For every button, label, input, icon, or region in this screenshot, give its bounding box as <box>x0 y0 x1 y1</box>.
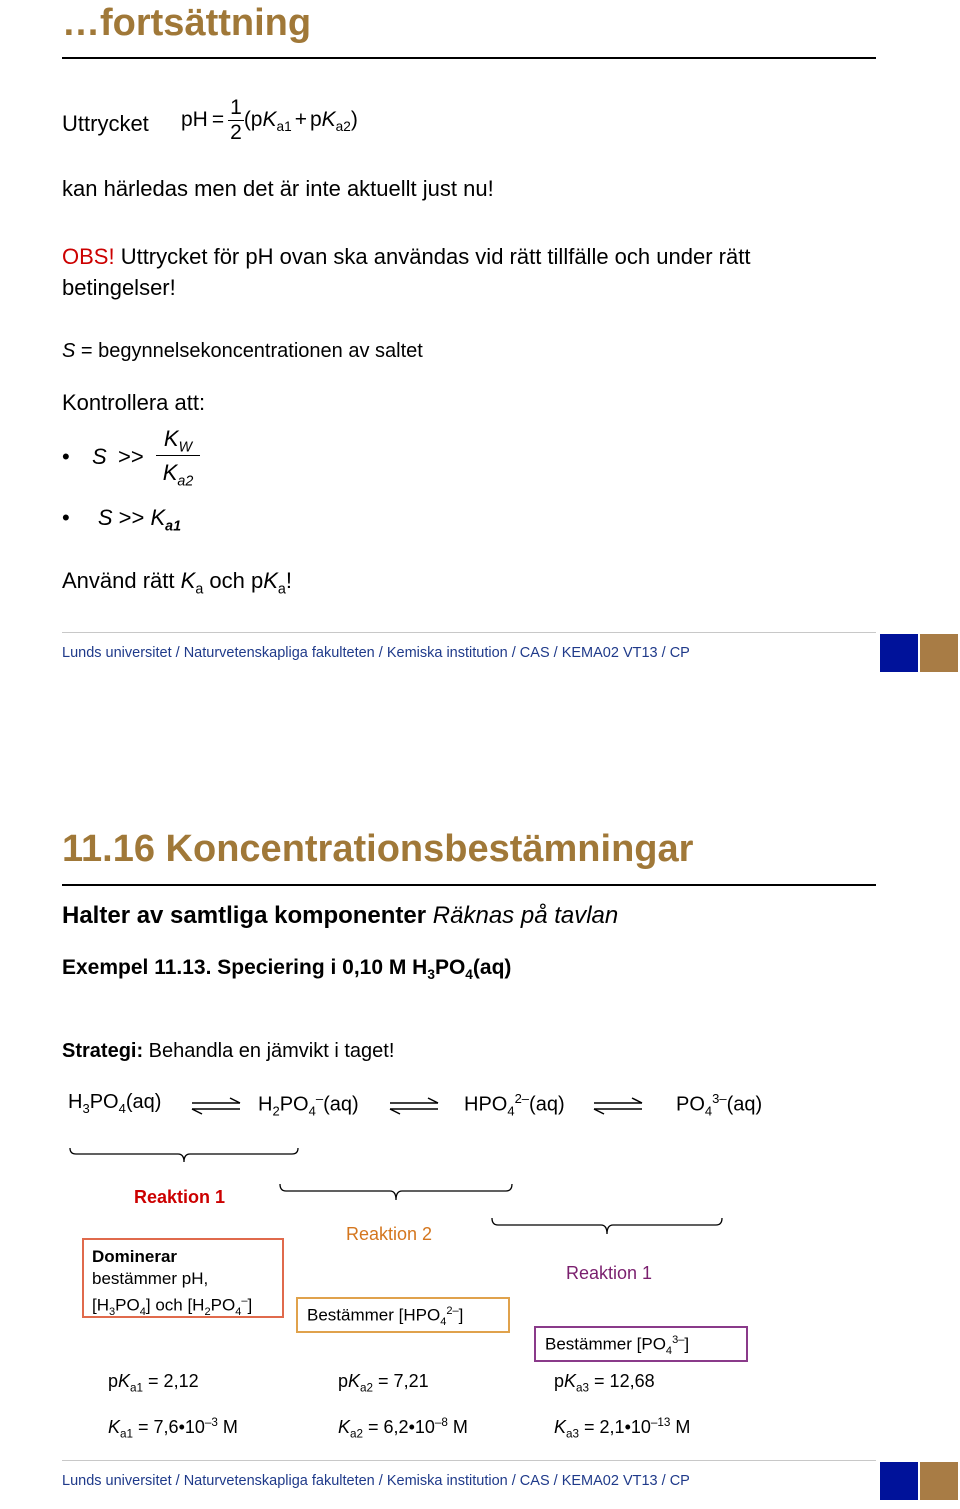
s-definition <box>62 340 423 363</box>
obs-text: Uttrycket för pH ovan ska användas vid rätt tillfälle och under rätt <box>114 244 751 269</box>
ka-sub: a3 <box>566 1427 580 1441</box>
formula-half <box>228 96 244 145</box>
formula-plus: + <box>294 108 307 132</box>
equilibrium-arrow-icon <box>592 1096 644 1116</box>
ka-k: K <box>108 1417 121 1437</box>
formula-close: ) <box>350 108 358 132</box>
ka-exp: –8 <box>434 1416 448 1429</box>
pka1 <box>108 1371 199 1395</box>
species-charge: – <box>315 1091 324 1106</box>
ka-value: = 6,2•10 <box>363 1417 435 1437</box>
brace-reaction2 <box>278 1182 514 1204</box>
bullet1-gg: >> <box>118 444 144 469</box>
box2-sub: 4 <box>440 1316 447 1329</box>
pka-k: K <box>348 1371 361 1391</box>
species-sub: 4 <box>704 1103 713 1119</box>
bullet2-s: S <box>97 505 113 530</box>
exempel-line <box>62 956 511 982</box>
species-part: PO <box>89 1091 119 1113</box>
box1-line1: Dominerar <box>92 1247 178 1266</box>
exempel-sub1: 3 <box>427 967 435 983</box>
ka-unit: M <box>217 1417 238 1437</box>
halter-line <box>62 902 618 930</box>
bullet2-gg: >> <box>118 505 145 530</box>
box1-part: ] och [H <box>145 1295 205 1315</box>
formula-ph: pH <box>181 108 208 132</box>
pka-value: = 2,12 <box>143 1371 199 1391</box>
species-sub: 4 <box>308 1103 316 1119</box>
equilibrium-arrow-icon <box>190 1096 242 1116</box>
exempel-mid: PO <box>434 956 466 979</box>
reaktion3-label: Reaktion 1 <box>566 1263 653 1283</box>
box1-line2: bestämmer pH, <box>92 1269 209 1288</box>
bullet2 <box>62 505 181 534</box>
obs-label: OBS! <box>62 244 115 269</box>
uttrycket-label: Uttrycket <box>62 111 149 136</box>
box1-part: PO <box>115 1295 140 1315</box>
box1-sub: 4 <box>235 1306 242 1319</box>
species-hpo4 <box>464 1091 565 1119</box>
kontrollera-label: Kontrollera att: <box>62 390 206 415</box>
footer-rule <box>62 1460 876 1461</box>
anvand-pre: Använd rätt <box>62 568 181 593</box>
box3-text <box>545 1334 689 1357</box>
species-h2po4 <box>258 1091 359 1119</box>
strategi-bold: Strategi: <box>62 1040 144 1062</box>
ka2-k: K <box>162 460 178 485</box>
formula-num: 1 <box>230 96 242 119</box>
brace-reaction3 <box>490 1216 724 1238</box>
species-phase: (aq) <box>125 1091 162 1113</box>
footer-text: Lunds universitet / Naturvetenskapliga fakulteten / Kemiska institution / CAS / KEMA02 VT13 / CP <box>62 645 690 661</box>
formula-open: (p <box>243 108 263 132</box>
exempel-post: (aq) <box>472 956 512 979</box>
species-sub: 2 <box>272 1103 280 1119</box>
species-part: H <box>258 1093 273 1116</box>
formula-k2: K <box>321 108 336 132</box>
species-po4 <box>676 1091 762 1119</box>
kw-sub: W <box>178 439 193 456</box>
footer-rule <box>62 632 876 633</box>
pka-sub: a1 <box>130 1381 144 1395</box>
pka3 <box>554 1371 655 1395</box>
halter-bold: Halter av samtliga komponenter <box>62 902 427 929</box>
species-part: H <box>68 1091 83 1113</box>
bullet1-den <box>156 460 200 489</box>
formula-eq: = <box>211 108 225 132</box>
pka-sub: a2 <box>360 1381 374 1395</box>
pka-p: p <box>554 1371 565 1391</box>
box2-sup: 2– <box>446 1305 459 1317</box>
box2-part: ] <box>458 1305 464 1325</box>
formula-p2: p <box>309 108 322 132</box>
footer-text: Lunds universitet / Naturvetenskapliga fakulteten / Kemiska institution / CAS / KEMA02 VT13 / CP <box>62 1473 690 1489</box>
box1-sub: 2 <box>204 1306 211 1319</box>
reaktion2-label: Reaktion 2 <box>346 1224 433 1244</box>
anvand-k2: K <box>263 568 278 593</box>
ph-formula <box>181 96 358 145</box>
anvand-k2-sub: a <box>277 581 286 598</box>
pka-sub: a3 <box>576 1381 590 1395</box>
species-charge: 3– <box>712 1091 727 1106</box>
ka-unit: M <box>447 1417 468 1437</box>
box-reaction3 <box>534 1326 748 1362</box>
logo-gold-square <box>920 634 958 672</box>
bullet2-k-sub: a1 <box>165 518 182 535</box>
species-phase: (aq) <box>529 1093 565 1116</box>
box1-part: ] <box>247 1295 253 1315</box>
s-var: S <box>62 340 76 362</box>
strategi-text: Behandla en jämvikt i taget! <box>143 1040 395 1062</box>
ka-value: = 7,6•10 <box>133 1417 205 1437</box>
box3-sub: 4 <box>665 1345 673 1358</box>
pka-value: = 12,68 <box>589 1371 655 1391</box>
ka1 <box>108 1416 238 1441</box>
exempel-sub2: 4 <box>465 967 473 983</box>
box1-line3 <box>92 1290 252 1323</box>
species-phase: (aq) <box>726 1093 763 1116</box>
ka3 <box>554 1416 690 1441</box>
box-reaction1 <box>82 1238 284 1318</box>
bullet1-s: S <box>92 444 107 469</box>
ka2 <box>338 1416 468 1441</box>
pka-value: = 7,21 <box>373 1371 429 1391</box>
anvand-k-sub: a <box>195 581 204 598</box>
ka2-sub: a2 <box>177 473 194 490</box>
pka-p: p <box>108 1371 119 1391</box>
equilibrium-arrow-icon <box>388 1096 440 1116</box>
s-def-text: = begynnelsekoncentrationen av saltet <box>75 340 423 362</box>
slide2-title: 11.16 Koncentrationsbestämningar <box>62 828 694 870</box>
pka-k: K <box>118 1371 131 1391</box>
anvand-k: K <box>180 568 196 593</box>
anvand-post: ! <box>285 568 292 593</box>
box3-sup: 3– <box>672 1334 685 1346</box>
box1-sub: 4 <box>139 1306 146 1319</box>
box1-sub: 3 <box>109 1306 116 1319</box>
bullet2-k: K <box>150 505 166 530</box>
obs-text2: betingelser! <box>62 275 176 300</box>
species-part: PO <box>676 1093 705 1116</box>
title-rule <box>62 57 876 59</box>
pka2 <box>338 1371 429 1395</box>
harledas-text: kan härledas men det är inte aktuellt just nu! <box>62 176 494 201</box>
box2-text <box>307 1305 463 1328</box>
bullet-dot: • <box>62 444 70 469</box>
pka-p: p <box>338 1371 349 1391</box>
reaktion1-label: Reaktion 1 <box>134 1187 226 1207</box>
formula-k1: K <box>262 108 277 132</box>
formula-k1-sub: a1 <box>276 119 292 135</box>
box3-part: Bestämmer [PO <box>545 1334 666 1354</box>
species-part: HPO <box>464 1093 508 1116</box>
bullet1-num <box>156 426 200 456</box>
ka-sub: a2 <box>350 1427 364 1441</box>
ka-exp: –3 <box>204 1416 218 1429</box>
species-sub: 3 <box>82 1101 90 1116</box>
obs-paragraph <box>62 241 862 303</box>
formula-k2-sub: a2 <box>335 119 351 135</box>
strategi-line <box>62 1040 394 1063</box>
species-charge: 2– <box>514 1091 530 1106</box>
ka-sub: a1 <box>120 1427 134 1441</box>
box1-part: [H <box>92 1295 109 1315</box>
ka-exp: –13 <box>650 1416 671 1429</box>
exempel-pre: Exempel 11.13. Speciering i 0,10 M H <box>62 956 428 979</box>
formula-den: 2 <box>230 121 242 144</box>
box1-part: PO <box>210 1295 236 1315</box>
ka-value: = 2,1•10 <box>579 1417 651 1437</box>
ka-k: K <box>554 1417 567 1437</box>
species-sub: 4 <box>507 1103 515 1119</box>
species-phase: (aq) <box>323 1093 359 1116</box>
halter-italic: Räknas på tavlan <box>432 902 619 929</box>
ka-unit: M <box>670 1417 691 1437</box>
bullet-dot: • <box>62 505 70 530</box>
anvand-mid: och p <box>203 568 264 593</box>
box-reaction2 <box>296 1297 510 1333</box>
brace-reaction1 <box>68 1146 300 1166</box>
title-rule <box>62 884 876 886</box>
logo-blue-square <box>880 634 918 672</box>
box1-text <box>92 1246 252 1323</box>
kw-k: K <box>163 426 179 451</box>
box3-part: ] <box>684 1334 690 1354</box>
box1-sup: – <box>241 1295 248 1307</box>
box2-part: Bestämmer [HPO <box>307 1305 441 1325</box>
species-h3po4 <box>68 1091 161 1116</box>
slide1-title: …fortsättning <box>62 2 312 44</box>
species-part: PO <box>279 1093 309 1116</box>
pka-k: K <box>564 1371 577 1391</box>
ka-k: K <box>338 1417 351 1437</box>
logo-gold-square <box>920 1462 958 1500</box>
species-sub: 4 <box>118 1101 126 1116</box>
logo-blue-square <box>880 1462 918 1500</box>
anvand-line <box>62 568 292 597</box>
